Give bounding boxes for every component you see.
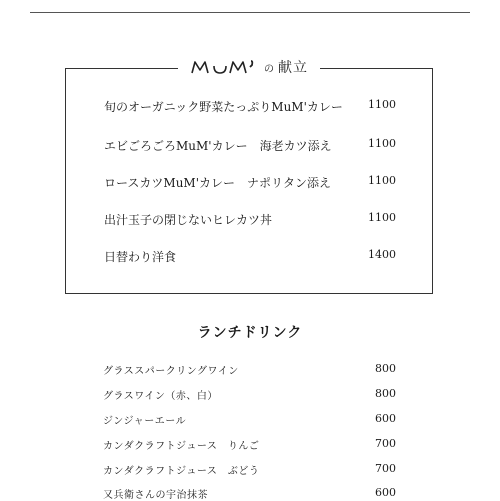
menu-item-name: 日替わり洋食 xyxy=(104,250,177,264)
menu-item-name: ロースカツMuM'カレー ナポリタン添え xyxy=(104,176,332,190)
menu-item-price: 1100 xyxy=(368,211,396,224)
drink-price: 800 xyxy=(375,362,396,375)
drink-name: 又兵衛さんの宇治抹茶 xyxy=(103,490,208,501)
menu-item-price: 1400 xyxy=(368,248,396,261)
menu-item-price: 1100 xyxy=(368,98,396,111)
drinks-heading: ランチドリンク xyxy=(197,325,303,341)
top-divider xyxy=(30,12,470,13)
menu-box xyxy=(65,60,433,294)
menu-title xyxy=(178,57,320,77)
menu-item-price: 1100 xyxy=(368,137,396,150)
menu-item-name: エビごろごろMuM'カレー 海老カツ添え xyxy=(104,139,332,153)
drink-price: 700 xyxy=(375,437,396,450)
title-particle: の xyxy=(264,63,274,75)
drink-name: カンダクラフトジュース りんご xyxy=(103,441,260,452)
drink-name: カンダクラフトジュース ぶどう xyxy=(103,466,260,477)
mum-logo xyxy=(190,59,260,75)
drink-price: 600 xyxy=(375,412,396,425)
drink-name: ジンジャーエール xyxy=(103,416,187,427)
drink-name: グラスワイン（赤、白） xyxy=(103,391,218,402)
drink-price: 700 xyxy=(375,462,396,475)
drink-price: 800 xyxy=(375,387,396,400)
drink-price: 600 xyxy=(375,486,396,499)
menu-item-name: 旬のオーガニック野菜たっぷりMuM'カレー xyxy=(104,100,343,114)
menu-item-name: 出汁玉子の閉じないヒレカツ丼 xyxy=(104,213,273,227)
title-word: 献立 xyxy=(278,60,308,76)
menu-item-price: 1100 xyxy=(368,174,396,187)
drink-name: グラススパークリングワイン xyxy=(103,366,239,377)
